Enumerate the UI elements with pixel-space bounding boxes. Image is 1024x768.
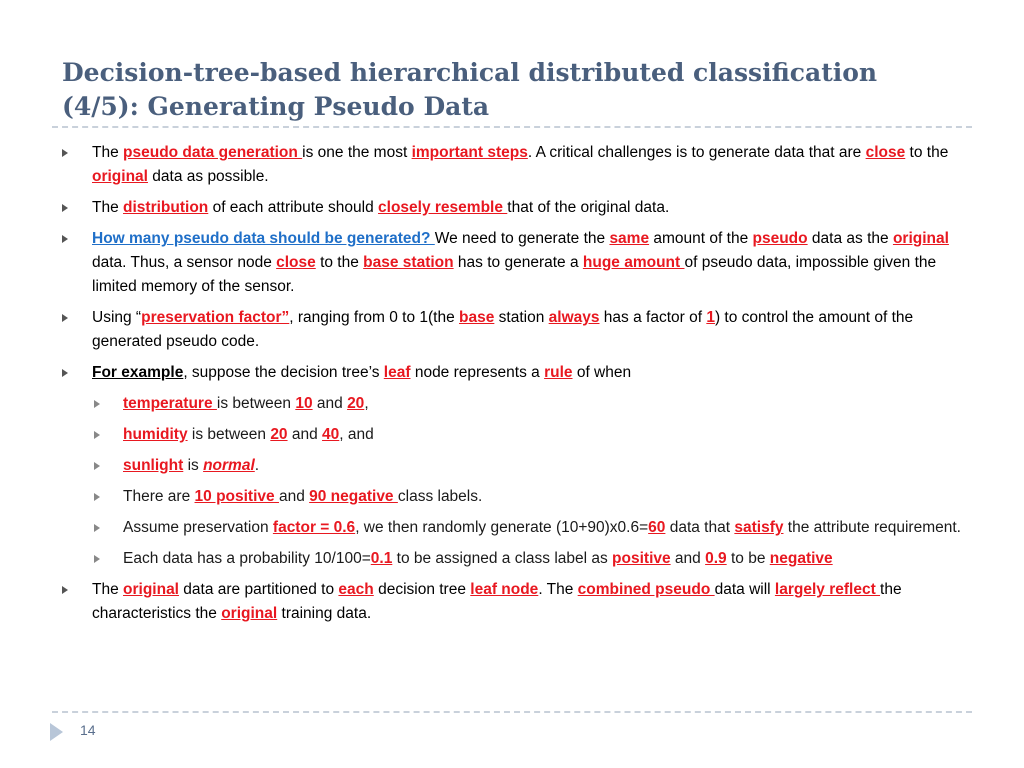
highlighted-text: distribution [123,199,209,216]
bullet-arrow-icon [62,149,68,157]
text: , suppose the decision tree’s [183,364,384,381]
highlighted-text: base station [363,254,454,271]
bullet-arrow-icon [94,555,100,563]
highlighted-text: close [276,254,316,271]
bullet-arrow-icon [62,314,68,322]
highlighted-text: original [123,581,179,598]
text: The [92,199,124,216]
text: Assume preservation [123,519,273,536]
slide-title [62,56,992,124]
text: training data. [277,605,372,622]
text: to the [905,144,949,161]
sub-bullet-item [62,516,962,540]
slide-title-line-1: Decision-tree-based hierarchical distributed classification [62,58,878,87]
text: of pseudo data, impossible given the limited memory of the sensor. [92,254,937,295]
highlighted-text: factor = 0.6 [272,519,356,536]
text: data are partitioned to [179,581,339,598]
highlighted-text: For example [92,364,184,381]
text: The [92,581,124,598]
text: decision tree [373,581,471,598]
text: class labels. [397,488,483,505]
text: is between [216,395,296,412]
bullet-arrow-icon [94,462,100,470]
highlighted-text: same [609,230,650,247]
highlighted-text: 1 [706,309,715,326]
highlighted-text: normal [203,457,255,474]
text: node represents a [410,364,545,381]
footer-divider [52,711,972,713]
slide-title-line-2: (4/5): Generating Pseudo Data [62,92,490,121]
highlighted-text: preservation factor” [141,309,290,326]
triangle-right-icon [50,723,63,741]
text: data. Thus, a sensor node [92,254,277,271]
text: data will [714,581,775,598]
text: and [670,550,706,567]
slide-number: 14 [80,722,96,738]
bullet-item [62,306,962,354]
text: to the [315,254,364,271]
text: , and [339,426,374,443]
bullet-item [62,227,962,299]
text: . A critical challenges is to generate data that are [527,144,866,161]
bullet-arrow-icon [94,431,100,439]
sub-bullet-item [62,454,962,478]
highlighted-text: close [865,144,906,161]
text: Each data has a probability 10/100= [123,550,371,567]
highlighted-text: 40 [322,426,340,443]
text: , we then randomly generate (10+90)x0.6= [355,519,649,536]
text: . The [538,581,578,598]
text: Using “ [92,309,142,326]
title-divider [52,126,972,128]
bullet-arrow-icon [62,586,68,594]
highlighted-text: temperature [123,395,217,412]
bullet-arrow-icon [94,524,100,532]
text: data as the [807,230,893,247]
highlighted-text: base [459,309,495,326]
text: We need to generate the [434,230,610,247]
bullet-arrow-icon [94,400,100,408]
bullet-arrow-icon [62,369,68,377]
bullet-item [62,141,962,189]
text: , [364,395,369,412]
bullet-arrow-icon [62,235,68,243]
highlighted-text: closely resemble [378,199,508,216]
text: that of the original data. [507,199,670,216]
bullet-item [62,196,962,220]
highlighted-text: largely reflect [774,581,881,598]
text: ) to control the amount of the generated pseudo code. [92,309,914,350]
highlighted-text: original [92,168,148,185]
text: is [183,457,204,474]
text: amount of the [649,230,753,247]
highlighted-text: sunlight [123,457,184,474]
sub-bullet-item [62,392,962,416]
text: . [254,457,260,474]
highlighted-text: positive [612,550,671,567]
highlighted-text: humidity [123,426,188,443]
sub-bullet-item [62,485,962,509]
highlighted-text: original [221,605,278,622]
text: is between [187,426,271,443]
text: and [278,488,310,505]
text: has a factor of [599,309,707,326]
slide-body [62,141,962,633]
text: to be [726,550,770,567]
text: of when [572,364,632,381]
text: data as possible. [147,168,269,185]
highlighted-text: 10 [295,395,313,412]
text: data that [665,519,735,536]
bullet-item [62,578,962,626]
highlighted-text: huge amount [582,254,685,271]
highlighted-text: pseudo data generation [123,144,303,161]
sub-bullet-item [62,547,962,571]
highlighted-text: leaf [383,364,411,381]
highlighted-text: 20 [270,426,288,443]
highlighted-text: pseudo [752,230,808,247]
highlighted-text: leaf node [470,581,539,598]
text: has to generate a [453,254,583,271]
text: of each attribute should [208,199,379,216]
text: There are [123,488,195,505]
highlighted-text: 90 negative [309,488,398,505]
highlighted-text: 20 [347,395,365,412]
bullet-arrow-icon [62,204,68,212]
text: is one the most [302,144,412,161]
highlighted-text: 0.1 [370,550,393,567]
text: and [312,395,348,412]
highlighted-text: combined pseudo [577,581,715,598]
text: the attribute requirement. [783,519,961,536]
highlighted-text: 0.9 [705,550,727,567]
text: and [287,426,323,443]
bullet-item [62,361,962,385]
text: to be assigned a class label as [392,550,613,567]
highlighted-text: How many pseudo data should be generated? [92,230,435,247]
highlighted-text: always [548,309,600,326]
highlighted-text: important steps [411,144,528,161]
highlighted-text: each [338,581,374,598]
highlighted-text: 60 [648,519,666,536]
sub-bullet-item [62,423,962,447]
highlighted-text: negative [769,550,833,567]
text: the characteristics the [92,581,902,622]
text: , ranging from 0 to 1(the [289,309,460,326]
text: The [92,144,124,161]
highlighted-text: 10 positive [194,488,279,505]
highlighted-text: original [892,230,949,247]
highlighted-text: satisfy [734,519,784,536]
bullet-arrow-icon [94,493,100,501]
text: station [494,309,549,326]
highlighted-text: rule [544,364,573,381]
